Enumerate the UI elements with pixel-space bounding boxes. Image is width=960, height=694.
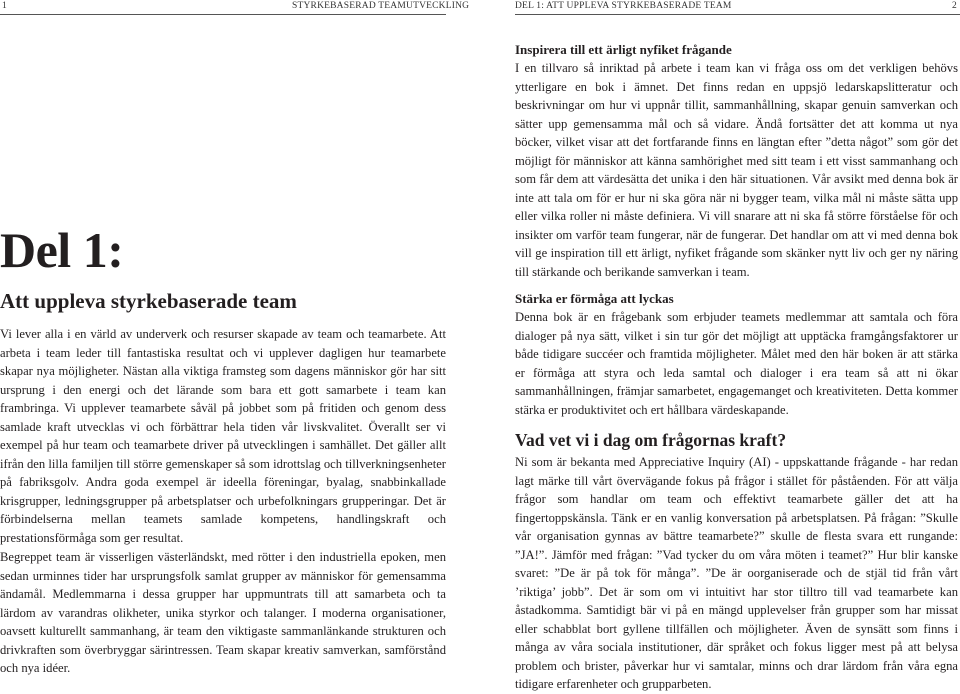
history-paragraph: Begreppet team är visserligen västerländskt, med rötter i den industriella epoken, men sedan urminnes tider har ursprungsfolk samlat grupper av människor för gemensamma ändamål. Medlemmarna i dessa grupper har uppmuntrats till att samarbeta och ta lärdom av varandras olikheter, unika styrkor och talanger. I moderna organisationer, oavsett kulturellt sammanhang, är team den viktigaste sammanlänkande strukturen och drivkraften som överbryggar särintressen. Team skapar kreativ samverkan, samförstånd och nya idéer. [0,550,446,675]
right-running-title: DEL 1: ATT UPPLEVA STYRKEBASERADE TEAM [515,1,732,11]
left-running-title: STYRKEBASERAD TEAMUTVECKLING [292,1,470,11]
right-page-body [515,41,958,694]
part-title: Del 1: [0,222,124,278]
header-rule-left [0,14,446,15]
section-heading-inspire: Inspirera till ett ärligt nyfiket frågande [515,42,732,57]
intro-paragraph: Vi lever alla i en värld av underverk och resurser skapade av team och teamarbete. Att arbeta i team leder till fantastiska resultat och vi upplever dagligen hur teamarbete skapar nya möjligheter. Nästan alla viktiga framsteg som dagens människor gör har sitt ursprung i den energi och det lärande som bara ett gott samarbete i team kan frambringa. Vi upplever teamarbete såväl på jobbet som på fritiden och genom dess samlade kraft utvecklas vi och förbättrar hela tiden vår livskvalitet. Överallt ser vi exempel på hur team och teamarbete driver på utvecklingen i samhället. Det gäller allt ifrån den lilla familjen till större gemenskaper så som idrottslag och tillverkningsenheter på fabriksgolv. Andra goda exempel är ideella föreningar, byalag, snabbinkallade krisgrupper, ledningsgrupper på arbetsplatser och urbefolkningars grupperingar. Det är förbindelserna mellan teamets samlade kompetens, handlingskraft och prestationsförmåga som ger resultat. [0,327,446,545]
section-heading-strengthen: Stärka er förmåga att lyckas [515,291,674,306]
running-header [0,0,960,16]
header-rule-right [515,14,960,15]
section-paragraph-strengthen: Denna bok är en frågebank som erbjuder teamets medlemmar att samtala och föra dialoger på nya sätt, vilket i sin tur gör det möjligt att upptäcka framgångsfaktorer ur både tidigare succéer och framtida möjligheter. Målet med den här boken är att stärka er förmåga att styra och leda samtal och dialoger i era team så att ni ökar sammanhållningen, främjar samarbetet, engagemanget och kreativiteten. Detta kommer stärka er produktivitet och ert hållbara värdeskapande. [515,310,958,417]
major-section-paragraph: Ni som är bekanta med Appreciative Inquiry (AI) - uppskattande frågande - har redan lagt märke till vårt övervägande fokus på frågor i stället för påståenden. För att välja frågor som handlar om team och effektivt teamarbete gäller det att ha fingertoppskänsla. Tänk er en vanlig konversation på arbetsplatsen. På frågan: ”Skulle vår organisation gynnas av bättre teamarbete?” skulle de flesta svara ett rungande: ”JA!”. Jämför med frågan: ”Vad tycker du om våra möten i teamet?” Hur blir kanske svaret: ”De är på tok för många”. ”De är oorganiserade och de stjäl tid från vårt ’riktiga’ jobb”. Det är som om vi intuitivt har stor tilltro till vad teamarbete kan åstadkomma. Samtidigt bär vi på en mängd upplevelser från grupper som har missat eller schabblat bort gyllene tillfällen och möjligheter. Även de synsätt som finns i många av våra sociala institutioner, där språket och fokus ligger mest på att belysa problem och brister, påverkar hur vi samtalar, minns och drar lärdom från våra egna tidigare erfarenheter och grupparbeten. [515,455,958,691]
intro-paragraph-block [0,325,446,547]
second-paragraph-block [0,548,446,678]
left-page-number: 1 [2,1,7,11]
part-subtitle: Att uppleva styrkebaserade team [0,289,297,313]
right-page-number: 2 [952,1,957,11]
major-section-heading: Vad vet vi i dag om frågornas kraft? [515,430,787,450]
section-paragraph-inspire: I en tillvaro så inriktad på arbete i team kan vi fråga oss om det verkligen behövs ytterligare en bok i ämnet. Det finns redan en uppsjö ledarskapslitteratur och beskrivningar om hur vi uppnår tillit, sammanhållning, skapar genuin samverkan och sätter upp gemensamma mål och så vidare. Ändå fortsätter det att komma ut nya böcker, vilket visar att det fortfarande finns en längtan efter ”detta något” som gör det möjligt för människor att känna samhörighet med sitt team i ett visst sammanhang och som får dem att värdesätta det unika i den här situationen. Vår avsikt med denna bok är inte att tala om för er hur ni ska göra när ni bygger team, vilka mål ni måste sätta upp eller vilka roller ni måste definiera. Vi vill snarare att ni ska få större förståelse för och insikter om varför team fungerar, när de fungerar. Det handlar om att vi med denna bok vill ge inspiration till ett ärligt, nyfiket frågande som skänker nytt liv och ger ny näring till stärkande och berikande samverkan i team. [515,61,958,279]
